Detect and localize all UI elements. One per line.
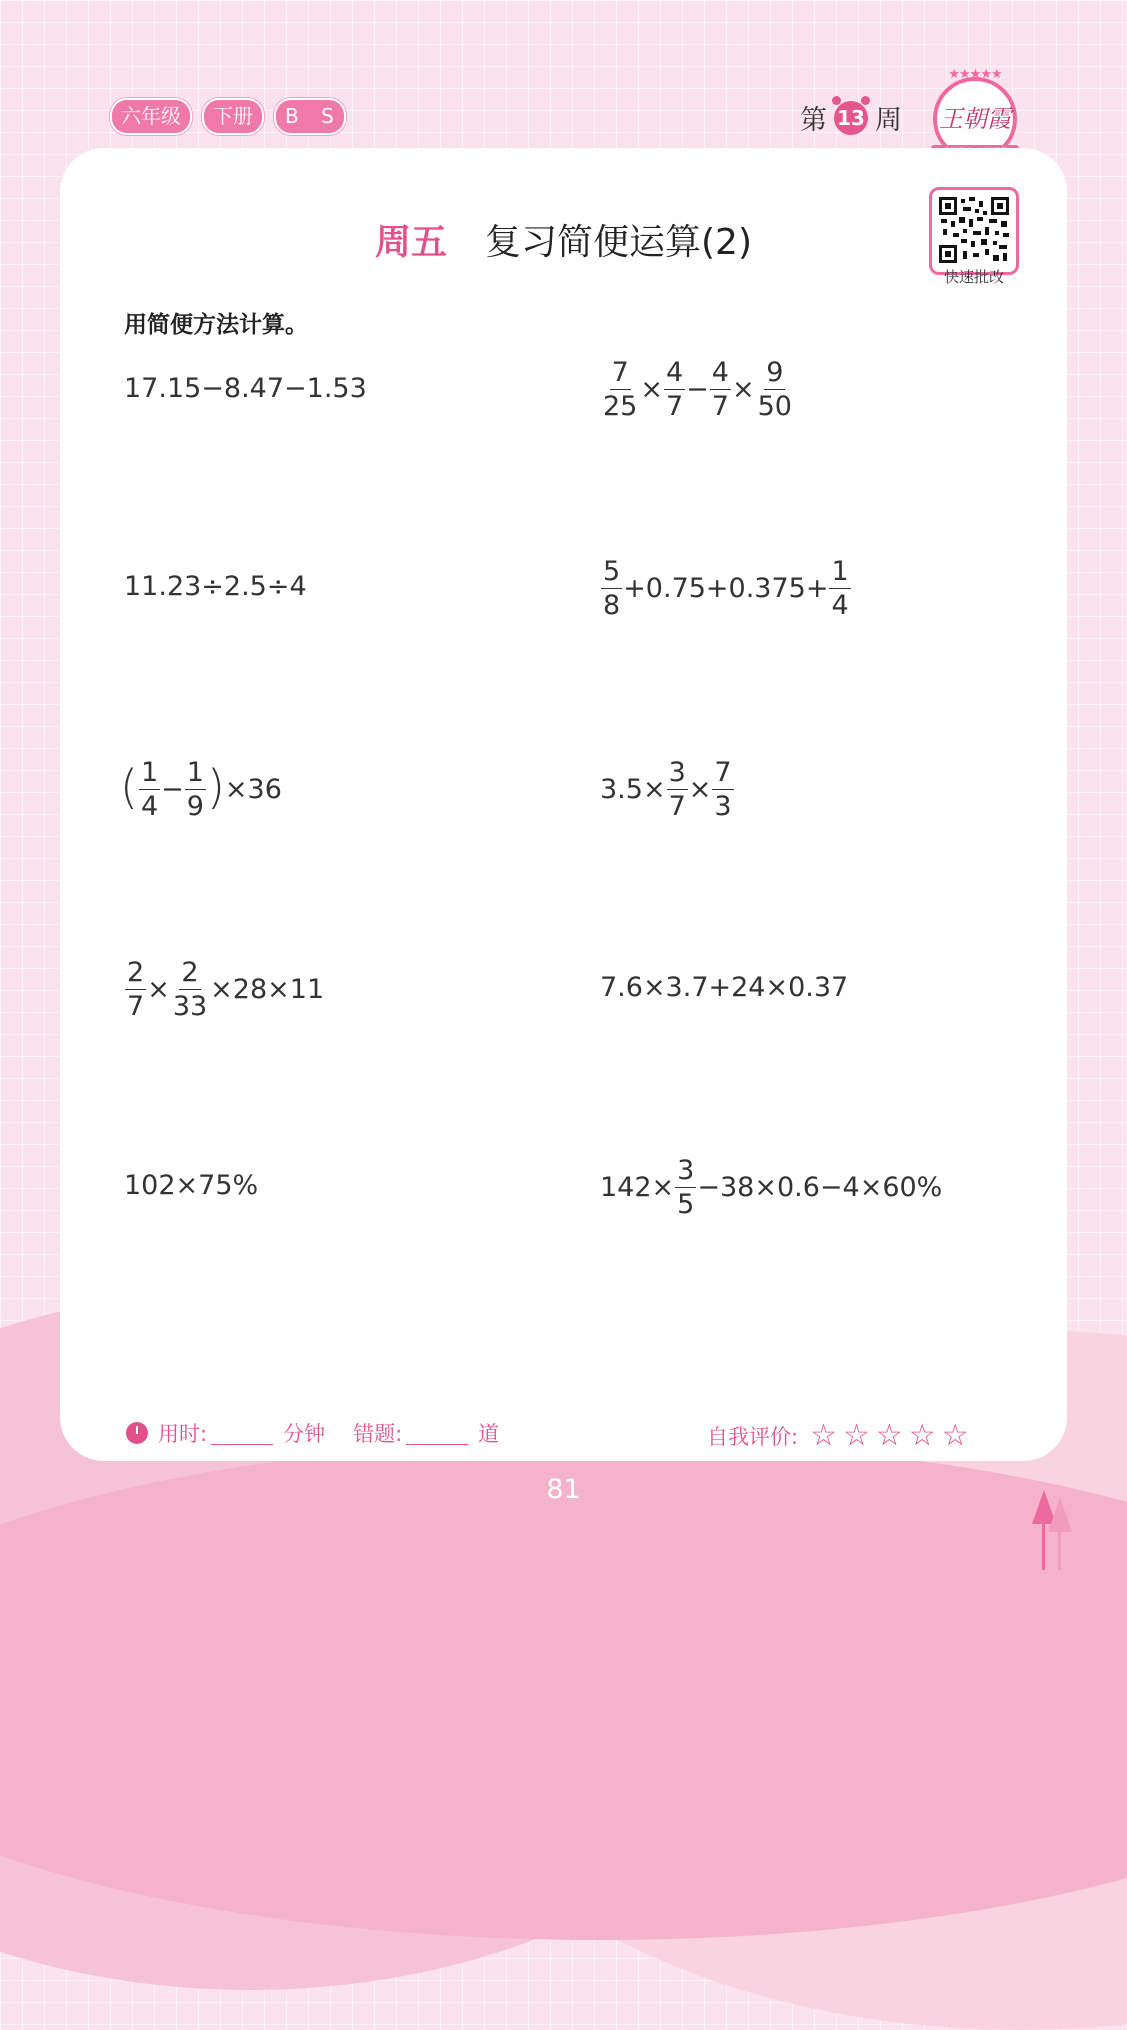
right-paren: ) [206,759,225,814]
problem-3 [124,571,307,602]
fraction: $\frac{7}{3}$ [714,757,732,822]
fraction: $\frac{1}{4}$ [140,757,159,822]
self-evaluation [707,1418,969,1453]
star-icon[interactable]: ☆ [842,1418,870,1453]
logo-text: 王朝霞 [939,105,1011,133]
left-paren: ( [120,759,138,814]
time-blank[interactable] [211,1422,273,1445]
week-prefix: 第 [800,105,827,136]
operator: − [686,374,709,405]
instruction: 用简便方法计算。 [124,312,308,338]
errors-label: 错题: [353,1422,403,1446]
fraction: $\frac{1}{4}$ [831,556,849,621]
operator: × [688,774,712,805]
problem-4 [600,558,852,619]
fraction: $\frac{5}{8}$ [603,556,621,621]
fraction: $\frac{2}{7}$ [127,957,145,1022]
operator: × [147,974,170,1005]
expression-text: 7.6×3.7+24×0.37 [600,972,849,1003]
errors-unit: 道 [478,1422,500,1446]
expression-text: 3.5× [600,774,666,805]
edition-tag: B S [274,98,346,135]
problem-7 [124,959,324,1020]
fraction: $\frac{2}{33}$ [172,957,208,1022]
fraction: $\frac{4}{7}$ [711,357,729,422]
expression-text: ×28×11 [210,974,325,1005]
background-hill [0,1440,1127,1940]
arrow-decoration-icon [1030,1490,1074,1570]
volume-tag: 下册 [202,98,264,135]
problem-2 [600,359,795,420]
operator: × [640,374,663,405]
fraction: $\frac{3}{7}$ [668,757,686,822]
qr-code-icon [939,197,1009,263]
expression-text: 142× [600,1172,675,1203]
expression-text: 17.15−8.47−1.53 [124,373,367,404]
fraction: $\frac{7}{25}$ [603,357,638,422]
footer-time-record [126,1418,499,1448]
qr-code[interactable] [929,187,1019,275]
stopwatch-icon [126,1422,148,1444]
fraction: $\frac{1}{9}$ [186,757,204,822]
operator: − [161,774,184,805]
fraction: $\frac{4}{7}$ [665,357,684,422]
time-label: 用时: [158,1422,208,1446]
time-unit: 分钟 [283,1422,326,1446]
week-indicator [800,98,902,137]
problem-10 [600,1157,942,1218]
star-icon[interactable]: ☆ [908,1418,936,1453]
problem-6 [600,759,735,820]
grade-tags [110,98,346,135]
fraction: $\frac{9}{50}$ [757,357,792,422]
operator: × [731,374,755,405]
expression-text: 11.23÷2.5÷4 [124,571,307,602]
expression-text: +0.75+0.375+ [623,573,829,604]
week-number-badge: 13 [834,101,868,135]
star-icon[interactable]: ☆ [941,1418,969,1453]
expression-text: 102×75% [124,1170,259,1201]
week-suffix: 周 [875,105,902,136]
grade-tag: 六年级 [110,98,192,135]
problem-1 [124,373,367,404]
problem-9 [124,1170,258,1201]
errors-blank[interactable] [406,1422,468,1445]
star-icon[interactable]: ☆ [875,1418,903,1453]
title-topic: 复习简便运算(2) [485,222,752,263]
expression-text: −38×0.6−4×60% [697,1172,943,1203]
star-icon[interactable]: ☆ [810,1418,837,1453]
qr-label: 快速批改 [943,268,1004,286]
star-crown-icon: ★★★★★ [948,67,1002,82]
page-number: 81 [546,1474,581,1505]
expression-text: ×36 [224,774,282,805]
problem-5 [120,759,282,820]
problem-8 [600,972,848,1003]
title-day: 周五 [374,222,447,263]
self-eval-label: 自我评价: [707,1424,799,1449]
fraction: $\frac{3}{5}$ [677,1155,695,1220]
